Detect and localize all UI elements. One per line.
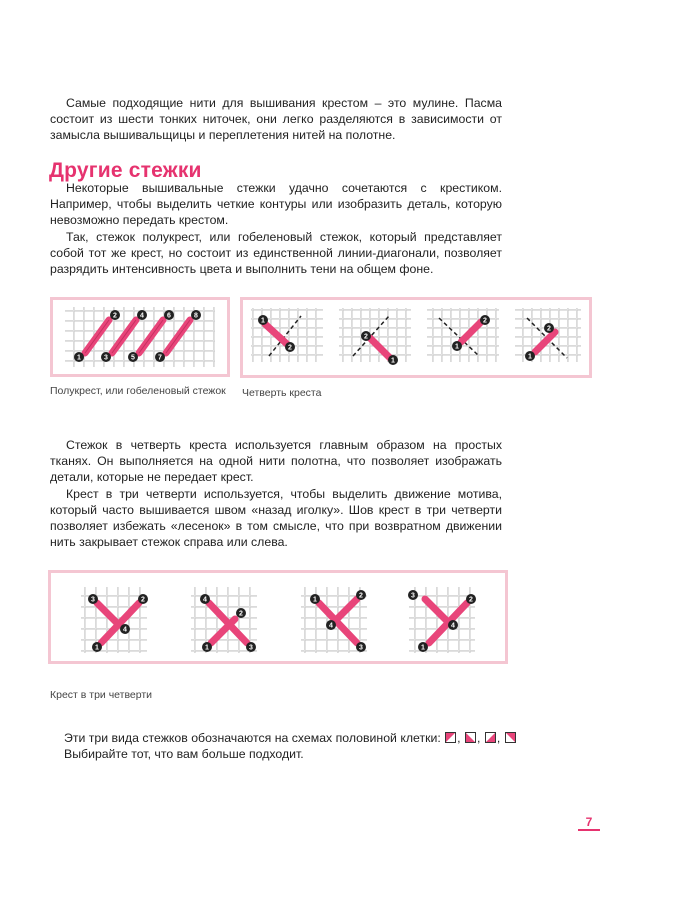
three-quarter-diagram-2 bbox=[191, 587, 257, 653]
note-separator: , bbox=[457, 731, 461, 745]
stitch-label: 2 bbox=[547, 325, 551, 333]
half-cell-icon bbox=[505, 732, 516, 743]
intro-text: Самые подходящие нити для вышивания крестом – это мулине. Пасма состоит из шести тонких ниточек, они легко разделяются в зависимости от замысла вышивальщицы и переплетения нитей на полотне. bbox=[50, 96, 502, 143]
stitch-label: 3 bbox=[359, 644, 363, 652]
half-cell-icon bbox=[465, 732, 476, 743]
three-quarter-diagram-1 bbox=[81, 587, 148, 653]
stitch-label: 7 bbox=[158, 354, 162, 362]
stitch-label: 3 bbox=[249, 644, 253, 652]
three-quarter-diagram-3 bbox=[301, 587, 367, 653]
stitch-label: 1 bbox=[95, 644, 99, 652]
quarter-diagram-1 bbox=[251, 308, 323, 362]
note-line-1 bbox=[64, 730, 544, 746]
stitch-label: 1 bbox=[313, 596, 317, 604]
stitch-label: 2 bbox=[469, 596, 473, 604]
note-block bbox=[64, 730, 544, 762]
paragraph-4: Крест в три четверти используется, чтобы выделить движение мотива, который часто вышивается швом «назад иголку». Шов крест в три четверти позволяет избежать «лесенок» в том смысле, что при возвратном движении нить закрывает стежок справа или слева. bbox=[50, 486, 502, 550]
stitch-label: 4 bbox=[123, 626, 127, 634]
stitch-label: 2 bbox=[483, 317, 487, 325]
stitch-label: 1 bbox=[421, 644, 425, 652]
stitch-label: 1 bbox=[455, 343, 459, 351]
three-quarter-diagram-4 bbox=[408, 587, 476, 653]
stitch-label: 2 bbox=[141, 596, 145, 604]
section-body bbox=[50, 180, 502, 277]
stitch-label: 1 bbox=[391, 357, 395, 365]
quarter-cross-diagram bbox=[243, 300, 589, 375]
paragraph-3: Стежок в четверть креста используется главным образом на простых тканях. Он выполняется на одной нити полотна, что позволяет изображать детали, которые не передает крест. bbox=[50, 438, 502, 485]
stitch-label: 1 bbox=[528, 353, 532, 361]
page-number: 7 bbox=[578, 815, 600, 831]
half-cross-figure bbox=[50, 297, 230, 377]
quarter-diagram-2 bbox=[339, 308, 411, 365]
quarter-diagram-3 bbox=[427, 308, 499, 362]
stitch-label: 5 bbox=[131, 354, 135, 362]
stitch-label: 2 bbox=[359, 592, 363, 600]
stitch-label: 4 bbox=[203, 596, 207, 604]
stitch-label: 3 bbox=[91, 596, 95, 604]
half-cross-caption: Полукрест, или гобеленовый стежок bbox=[50, 385, 226, 397]
note-line-2: Выбирайте тот, что вам больше подходит. bbox=[64, 747, 304, 762]
stitch-label: 2 bbox=[239, 610, 243, 618]
note-separator: , bbox=[477, 731, 481, 745]
stitch-label: 3 bbox=[411, 592, 415, 600]
stitch-label: 1 bbox=[205, 644, 209, 652]
stitch-label: 4 bbox=[329, 622, 333, 630]
intro-paragraph bbox=[50, 95, 502, 144]
section-title: Другие стежки bbox=[49, 159, 202, 182]
stitch-label: 3 bbox=[104, 354, 108, 362]
stitch-label: 4 bbox=[140, 312, 144, 320]
half-cross-diagram bbox=[53, 300, 227, 374]
half-cell-icon bbox=[445, 732, 456, 743]
paragraph-1: Некоторые вышивальные стежки удачно сочетаются с крестиком. Например, чтобы выделить четкие контуры или изобразить деталь, которую невозможно передать крестом. bbox=[50, 181, 502, 228]
stitch-label: 1 bbox=[261, 317, 265, 325]
stitch-label: 2 bbox=[364, 333, 368, 341]
section-body-2 bbox=[50, 437, 502, 550]
three-quarter-diagram bbox=[51, 573, 505, 661]
stitch-label: 1 bbox=[77, 354, 81, 362]
stitch-label: 4 bbox=[451, 622, 455, 630]
quarter-cross-caption: Четверть креста bbox=[242, 387, 322, 399]
three-quarter-caption: Крест в три четверти bbox=[50, 689, 153, 701]
half-cell-icon bbox=[485, 732, 496, 743]
three-quarter-figure bbox=[48, 570, 508, 664]
note-separator: , bbox=[496, 731, 501, 745]
paragraph-2: Так, стежок полукрест, или гобеленовый стежок, который представляет собой тот же крест, но состоит из единственной линии-диагонали, позволяет разрядить интенсивность цвета и выполнить тени на общем фоне. bbox=[50, 229, 502, 277]
stitch-label: 8 bbox=[194, 312, 198, 320]
quarter-cross-figure bbox=[240, 297, 592, 378]
stitch-label: 6 bbox=[167, 312, 171, 320]
note-text-1: Эти три вида стежков обозначаются на схемах половиной клетки: bbox=[64, 731, 441, 745]
stitch-label: 2 bbox=[113, 312, 117, 320]
stitch-label: 2 bbox=[288, 344, 292, 352]
quarter-diagram-4 bbox=[515, 308, 581, 362]
